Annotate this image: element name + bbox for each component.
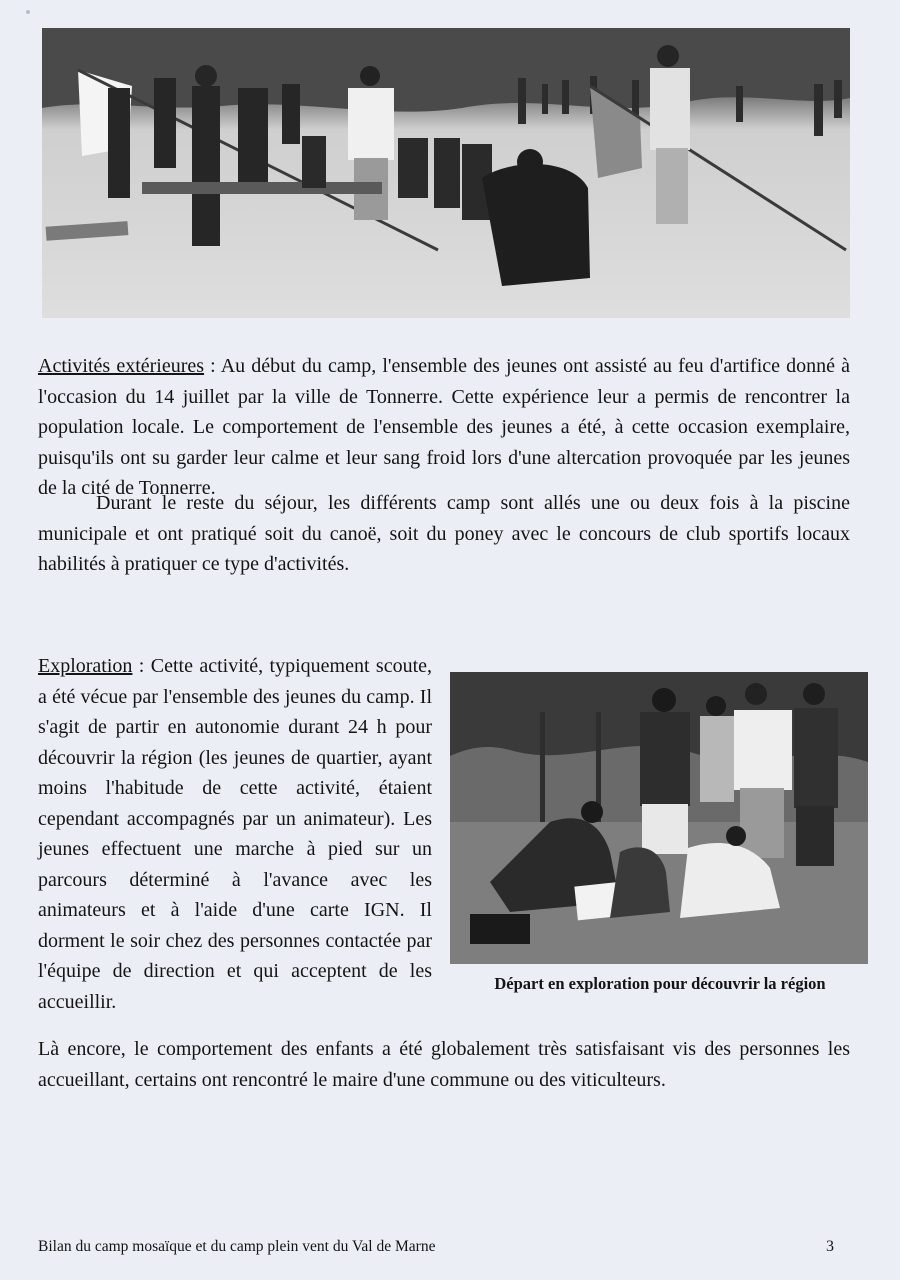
outdoor-activities-text: Au début du camp, l'ensemble des jeunes ont assisté au feu d'artifice donné à l'occasion du 14 juillet par la ville de Tonnerre. Cette expérience leur a permis de rencontrer la population locale. Le comportement de l'ensemble des jeunes a été, à cette occasion exemplaire, puisqu'ils ont su garder leur calme et leur sang froid lors d'une altercation provoquée par les jeunes de la cité de Tonnerre.	[38, 355, 851, 499]
exploration-paragraph-2: Là encore, le comportement des enfants a été globalement très satisfaisant vis des personnes les accueillant, certains ont rencontré le maire d'une commune ou des viticulteurs.	[38, 1038, 850, 1091]
outdoor-activities-paragraph	[38, 351, 850, 504]
camp-photo	[42, 28, 850, 318]
outdoor-activities-paragraph-2: Durant le reste du séjour, les différents camp sont allés une ou deux fois à la piscine municipale et ont pratiqué soit du canoë, soit du poney avec le concours de club sportifs locaux habilités à pratiquer ce type d'activités.	[38, 492, 850, 575]
exploration-paragraph	[38, 651, 432, 1017]
heading-separator: :	[204, 355, 221, 377]
scan-speck	[26, 10, 30, 14]
exploration-heading: Exploration	[38, 655, 133, 677]
heading-separator: :	[132, 655, 151, 677]
outdoor-activities-heading: Activités extérieures	[38, 355, 205, 377]
exploration-text: Cette activité, typiquement scoute, a été vécue par l'ensemble des jeunes du camp. Il s'agit de partir en autonomie durant 24 h pour découvrir la région (les jeunes de quartier, ayant moins l'habitude de cette activité, étaient cependant accompagnés par un animateur). Les jeunes effectuent une marche à pied sur un parcours déterminé à l'avance avec les animateurs et à l'aide d'une carte IGN. Il dorment le soir chez des personnes contactée par l'équipe de direction et qui acceptent de les accueillir.	[38, 655, 433, 1013]
photo-caption: Départ en exploration pour découvrir la région	[494, 974, 826, 993]
page-number: 3	[826, 1238, 834, 1255]
page-footer-title: Bilan du camp mosaïque et du camp plein vent du Val de Marne	[38, 1238, 436, 1255]
exploration-photo	[450, 672, 868, 964]
